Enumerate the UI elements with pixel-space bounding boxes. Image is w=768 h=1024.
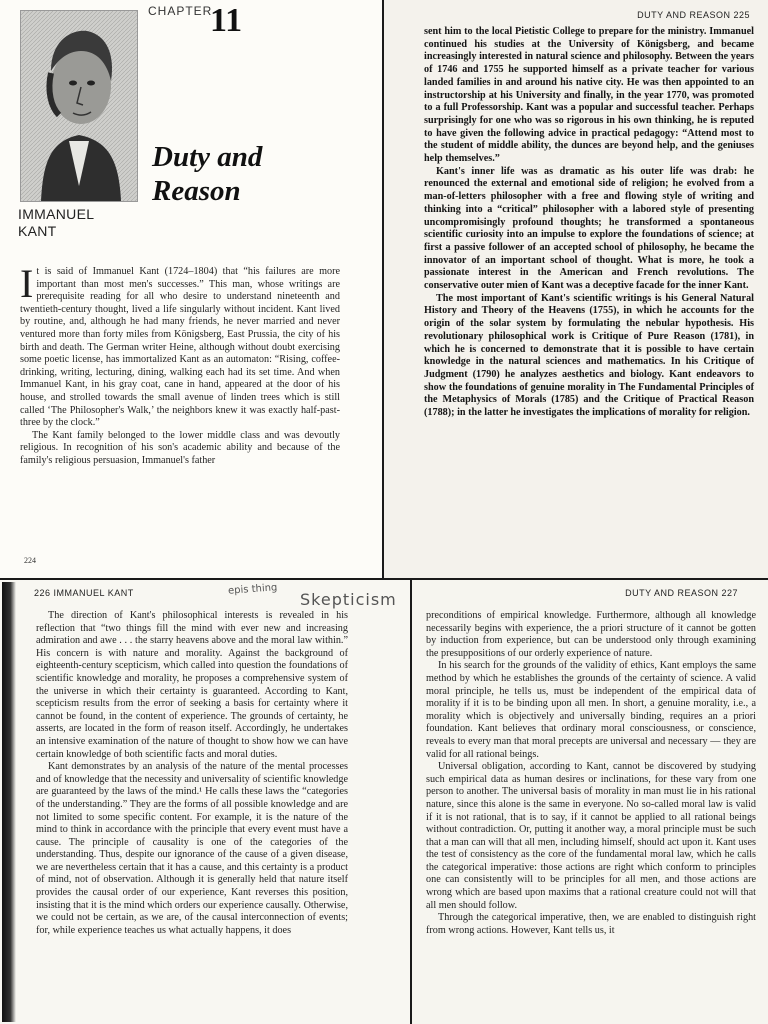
author-name [18, 206, 94, 240]
page-226-body [36, 610, 348, 937]
portrait-engraving-icon [21, 11, 137, 201]
paragraph [20, 261, 340, 430]
paragraph: The direction of Kant's philosophical interests is revealed in his reflection that “two things fill the mind with ever new and increasing admiration and awe . . . the starry heavens above and the moral law within.” His concern is with nature and morality. Against the background of eighteenth-century scepticism, which called into question the foundations of scientific knowledge and morality, he proposes a comprehensive system of the universe in which their certainty is guaranteed. According to Kant, scepticism results from the error of seeking a basis for certainty where it cannot be found, in the content of experience. The grounds of certainty, he asserts, are located in the form of reason itself. Accordingly, he undertakes an intensive examination of the nature of thought to show how we can have certain knowledge of both scientific facts and moral duties. [36, 610, 348, 760]
page-number: 224 [24, 556, 36, 565]
page-224 [0, 0, 382, 578]
page-226 [0, 580, 410, 1024]
running-head: 226 IMMANUEL KANT [34, 588, 134, 598]
chapter-title-line-1: Duty and [152, 141, 263, 173]
chapter-number: 11 [210, 2, 243, 39]
page-227-body [426, 610, 756, 937]
running-head: DUTY AND REASON 225 [637, 10, 750, 20]
page-224-body [20, 261, 340, 468]
book-gutter-shadow [2, 582, 16, 1022]
chapter-label: CHAPTER [148, 4, 213, 18]
author-name-line-1: IMMANUEL [18, 206, 95, 222]
page-227 [412, 580, 768, 1024]
kant-portrait-image [20, 10, 138, 202]
running-head: DUTY AND REASON 227 [625, 588, 738, 598]
handwritten-annotation: Skepticism [300, 590, 397, 609]
handwritten-annotation: epis thing [227, 582, 278, 597]
drop-cap: I [20, 261, 34, 306]
paragraph: In his search for the grounds of the validity of ethics, Kant employs the same method by which he establishes the grounds of the certainty of science. A valid moral principle, he tells us, must be independent of the empirical data of morality if it is to be binding upon all men. In short, a genuine morality, i.e., a morality which is objectively and universally binding, requires an a priori foundation. Kant believes that ordinary moral consciousness, or conscience, reveals to every man that moral precepts are universal and necessary — they are valid for all rational beings. [426, 660, 756, 760]
paragraph: Kant's inner life was as dramatic as his outer life was drab: he renounced the external and emotional side of religion; he evolved from a man-of-letters philosopher with a free and flowing style of writing and thinking into a “critical” philosopher with a labored style of presenting uncompromisingly profound thoughts; he transformed a spontaneous scientific curiosity into an impulse to explore the foundations of science; at first a passive follower of an accepted school of philosophy, he became the innovator of an important school of thought. What is more, he took a passionate interest in the American and French revolutions. The conservative outer mien of Kant was a deceptive facade for the inner Kant. [424, 165, 754, 292]
paragraph: Kant demonstrates by an analysis of the nature of the mental processes and of knowledge that the necessity and universality of scientific knowledge are guaranteed by the laws of the mind.¹ He calls these laws the “categories of the understanding.” They are the forms of all possible knowledge and are not limited to some specific content. For example, it is the nature of the mind to think in accordance with the principle that every event must have a cause. The principle of causality is one of the categories of the understanding. Thus, despite our ignorance of the cause of a given disease, we are nevertheless certain that it has a cause, and this certainty is a product of mind, not of observation. Although it is generally held that nature itself provides the causal order of our experience, Kant reverses this position, insisting that it is the mind which orders our experience causally. Otherwise, we could not be certain, as we are, of the causal interconnection of events; for, while experience teaches us what actually happens, it does [36, 761, 348, 936]
paragraph: The Kant family belonged to the lower middle class and was devoutly religious. In recognition of his son's academic ability and because of the family's religious persuasion, Immanuel's father [20, 429, 340, 466]
author-name-line-2: KANT [18, 223, 57, 239]
paragraph: Through the categorical imperative, then, we are enabled to distinguish right from wrong actions. However, Kant tells us, it [426, 912, 756, 936]
paragraph: The most important of Kant's scientific writings is his General Natural History and Theory of the Heavens (1755), in which he accounts for the origin of the solar system by formulating the nebular hypothesis. His revolutionary philosophical work is Critique of Pure Reason (1781), in which he is concerned to demonstrate that it is possible to have certain knowledge in the natural sciences and mathematics. In his Critique of Judgment (1790) he analyzes aesthetics and biology. Kant endeavors to show the foundations of genuine morality in The Fundamental Principles of the Metaphysics of Morals (1785) and the Critique of Practical Reason (1788); in the latter he investigates the implications of morality for religion. [424, 292, 754, 419]
paragraph-text: t is said of Immanuel Kant (1724–1804) that “his failures are more important than most men's successes.” This man, whose writings are prerequisite reading for all who desire to understand nineteenth and twentieth-century thought, lived a life singularly without incident. Kant lived by routine, and, although he had many friends, he never married and never ventured more than forty miles from Königsberg, East Prussia, the city of his birth and death. The German writer Heine, although without doubt exercising some poetic license, has immortalized Kant as an automaton: “Rising, coffee-drinking, writing, lecturing, dining, walking each had its set time. And when Immanuel Kant, in his gray coat, cane in hand, appeared at the door of his house, and strolled towards the small avenue of linden trees which is still called ‘The Philosopher's Walk,’ the neighbors knew it was exactly half-past-three by the clock.” [20, 266, 340, 429]
paragraph: Universal obligation, according to Kant, cannot be discovered by studying such empirical data as human desires or inclinations, for these vary from one person to another. The universal basis of morality in man must lie in his rational nature, since this alone is the same in everyone. No so-called moral law is valid if it is not rational, that is to say, if it cannot be applied to all rational beings without contradiction. Or, putting it another way, a moral principle must be such that a man can will that all men, including himself, should act upon it. Kant uses the test of consistency as the core of the fundamental moral law, which he calls the categorical imperative: those actions are right which conform to principles one can consistently will to be principles for all men, and those actions are wrong which are based upon maxims that a rational creature could not will that all men should follow. [426, 761, 756, 911]
page-225-body [424, 26, 754, 420]
paragraph: preconditions of empirical knowledge. Furthermore, although all knowledge necessarily begins with experience, the a priori structure of it cannot be gotten by induction from experience, but can be understood only through examining the presuppositions of our orderly experience of nature. [426, 610, 756, 659]
chapter-title [152, 140, 262, 208]
page-225 [384, 0, 768, 578]
paragraph: sent him to the local Pietistic College to prepare for the ministry. Immanuel continued his studies at the University of Königsberg, and became increasingly interested in natural science and philosophy. Between the years of 1746 and 1755 he supported himself as a private teacher for various landed families in and around his native city. He was then appointed to an instructorship at his University and finally, in the year 1770, was promoted to a full Professorship. Kant was a popular and successful teacher. Perhaps surprisingly for one who was so rigorous in his own thinking, he is reputed to have given the following advice in practical pedagogy: “Attend most to the student of middle ability, the dunces are beyond help, and the geniuses help themselves.” [424, 26, 754, 165]
chapter-title-line-2: Reason [152, 175, 241, 207]
